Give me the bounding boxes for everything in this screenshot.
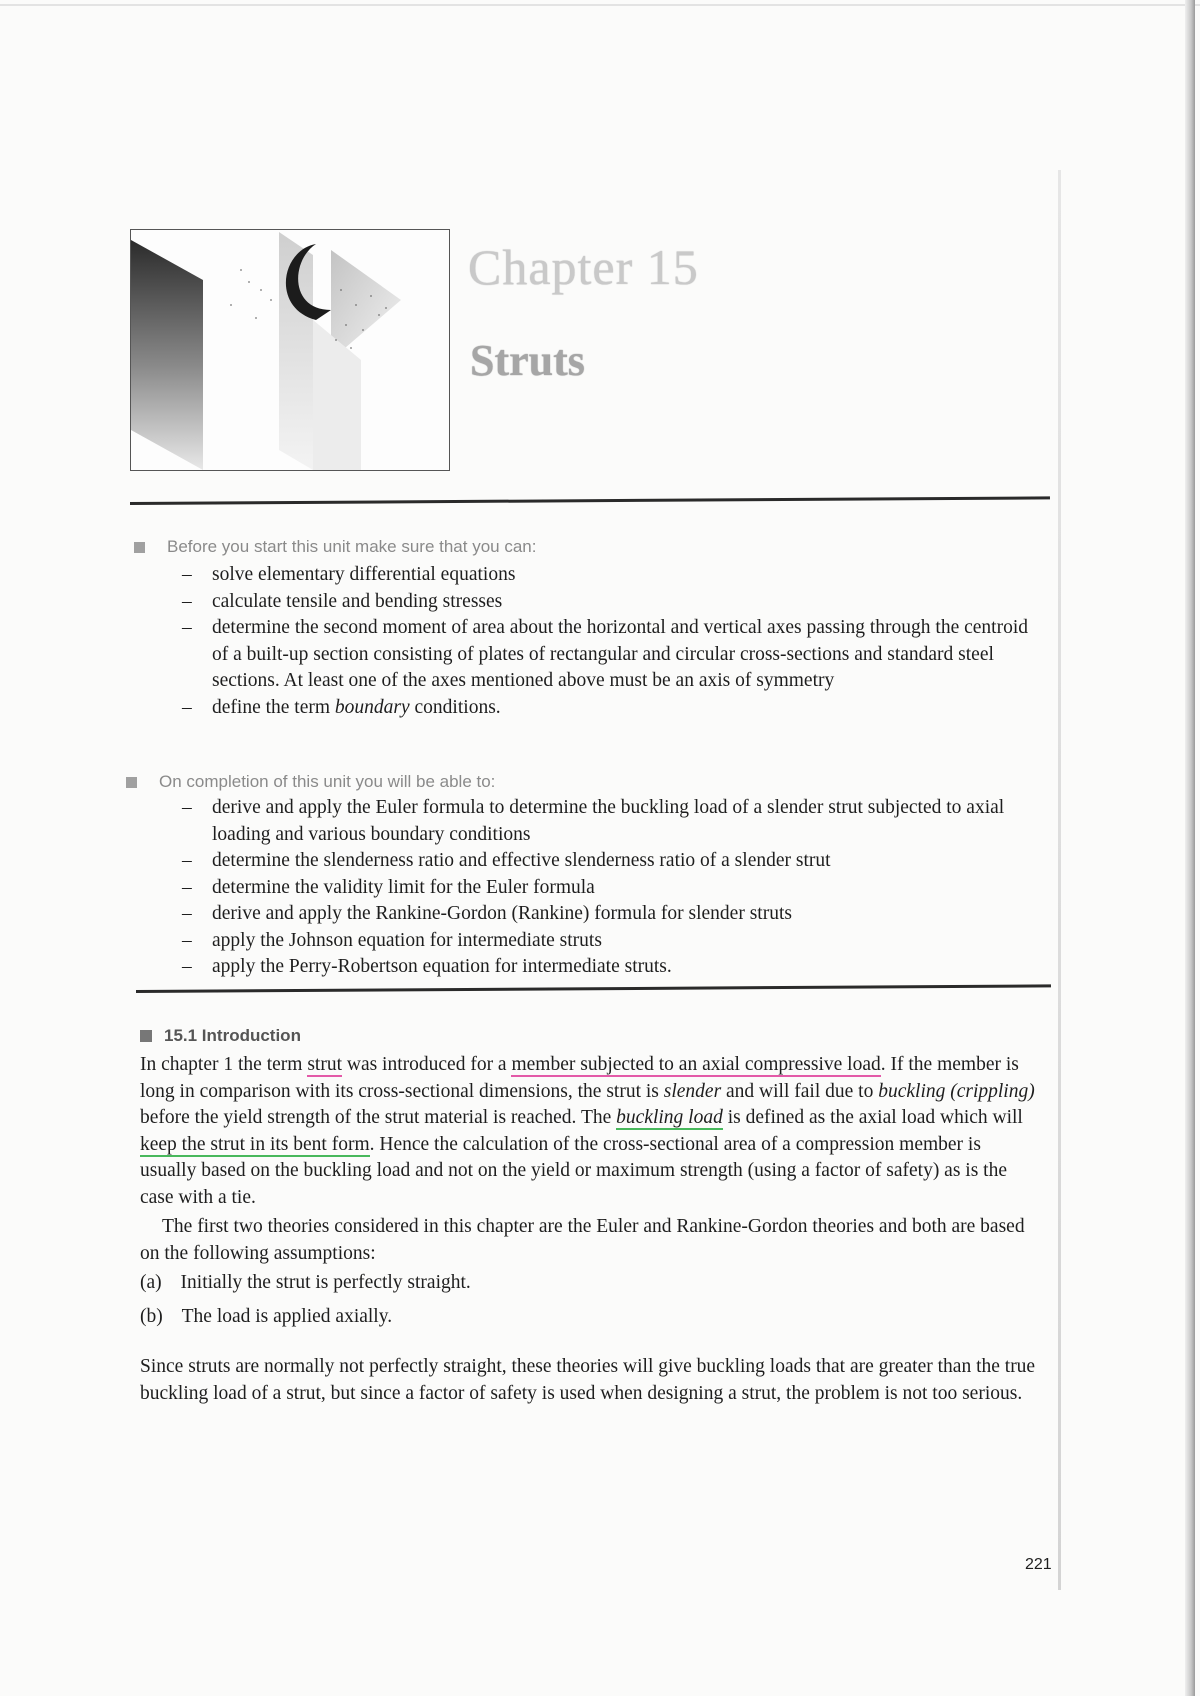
square-bullet-icon <box>140 1030 152 1042</box>
list-item: – determine the slenderness ratio and effective slenderness ratio of a slender strut <box>182 848 1042 875</box>
square-bullet-icon <box>126 777 137 788</box>
section-heading: 15.1 Introduction <box>140 1026 301 1046</box>
intro-paragraph-2: The first two theories considered in this chapter are the Euler and Rankine-Gordon theories and both are based on the following assumptions: <box>140 1216 1025 1264</box>
list-item: – calculate tensile and bending stresses <box>182 589 1042 616</box>
list-item: – define the term boundary conditions. <box>182 695 1042 722</box>
page-number: 221 <box>1025 1556 1052 1573</box>
highlight-bent-form: keep the strut in its bent form <box>140 1133 370 1155</box>
list-item: – determine the second moment of area about the horizontal and vertical axes passing through the centroid of a built-up section consisting of plates of rectangular and circular cross-sections and standard steel sections. At least one of the axes mentioned above must be an axis of symmetry <box>182 615 1042 695</box>
chapter-illustration <box>130 229 450 471</box>
prerequisites-list <box>182 562 1042 721</box>
intro-paragraph-3: Since struts are normally not perfectly straight, these theories will give buckling loads that are greater than the true buckling load of a strut, but since a factor of safety is used when designing a strut, the problem is not too serious. <box>140 1356 1036 1404</box>
highlight-buckling-load: buckling load <box>616 1107 723 1128</box>
list-item: – apply the Perry-Robertson equation for intermediate struts. <box>182 954 1042 981</box>
list-item: – determine the validity limit for the Euler formula <box>182 875 1042 902</box>
list-item: – derive and apply the Euler formula to determine the buckling load of a slender strut subjected to axial loading and various boundary conditions <box>182 795 1042 848</box>
intro-paragraph-1: In chapter 1 the term strut was introduced for a member subjected to an axial compressive load. If the member is long in comparison with its cross-sectional dimensions, the strut is slender and will fail due to buckling (crippling) before the yield strength of the strut material is reached. The buckling load is defined as the axial load which will keep the strut in its bent form. Hence the calculation of the cross-sectional area of a compression member is usually based on the buckling load and not on the yield or maximum strength (using a factor of safety) as is the case with a tie. <box>140 1054 1035 1208</box>
chapter-number: Chapter 15 <box>468 239 699 295</box>
scan-edge-right <box>1185 0 1195 1696</box>
objectives-list <box>182 795 1042 981</box>
scan-edge-top <box>0 4 1200 6</box>
assumption-a: (a) Initially the strut is perfectly straight. <box>140 1272 471 1293</box>
assumption-b: (b) The load is applied axially. <box>140 1306 393 1327</box>
chapter-title: Struts <box>470 336 585 385</box>
square-bullet-icon <box>134 542 145 553</box>
list-item: – solve elementary differential equations <box>182 562 1042 589</box>
objectives-heading: On completion of this unit you will be able to: <box>126 772 495 792</box>
list-item: – derive and apply the Rankine-Gordon (Rankine) formula for slender struts <box>182 901 1042 928</box>
highlight-strut: strut <box>307 1054 342 1075</box>
prerequisites-heading: Before you start this unit make sure that you can: <box>134 537 536 557</box>
list-item: – apply the Johnson equation for intermediate struts <box>182 928 1042 955</box>
page-edge-shadow <box>1058 170 1061 1590</box>
highlight-definition: member subjected to an axial compressive load <box>511 1054 881 1075</box>
